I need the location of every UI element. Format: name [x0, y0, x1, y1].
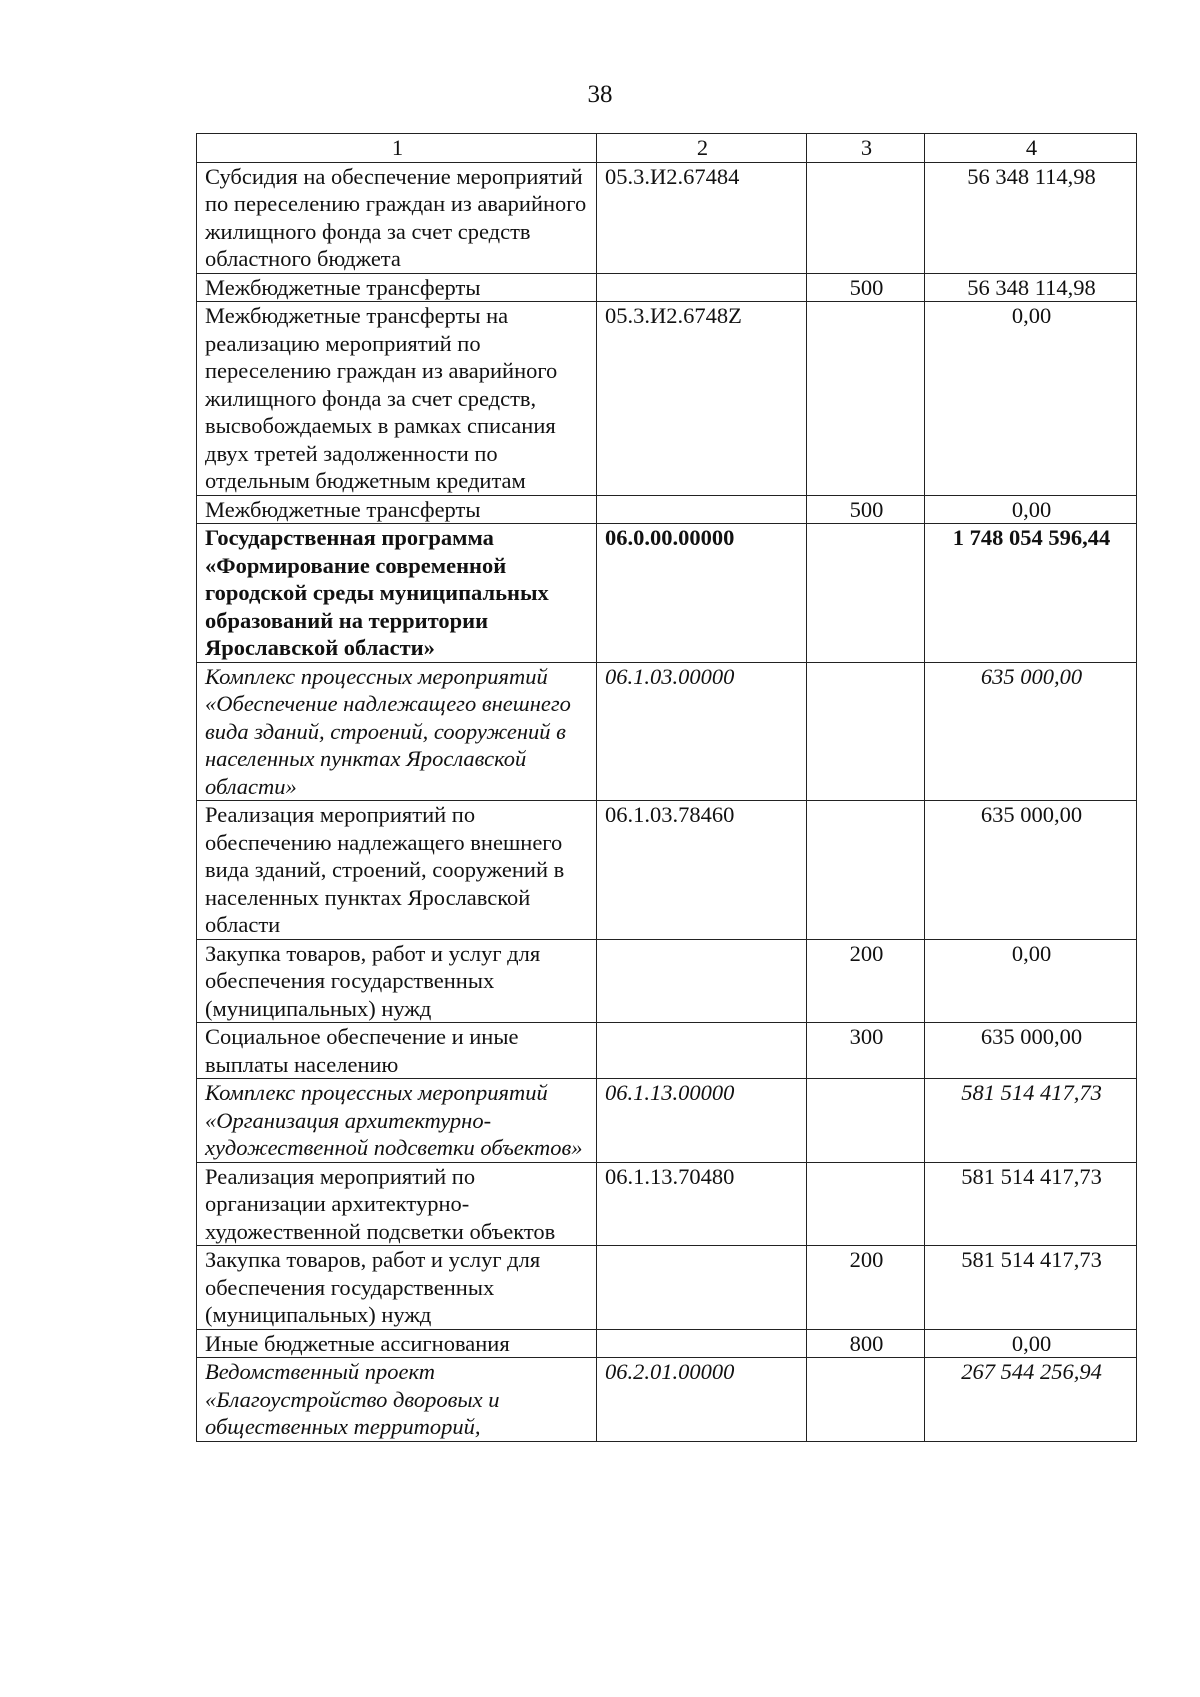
column-header-kind: 3 [807, 134, 925, 163]
table-row [197, 273, 1137, 302]
row-code: 06.1.13.70480 [597, 1162, 807, 1246]
row-kind: 500 [807, 273, 925, 302]
row-name: Комплекс процессных мероприятий «Организация архитектурно-художественной подсветки объектов» [197, 1079, 597, 1163]
table-row [197, 1329, 1137, 1358]
row-amount: 581 514 417,73 [925, 1246, 1137, 1330]
row-amount: 56 348 114,98 [925, 162, 1137, 273]
row-code: 06.1.03.78460 [597, 801, 807, 940]
table-row [197, 302, 1137, 496]
table-header [197, 134, 1137, 163]
table-row [197, 1246, 1137, 1330]
row-name: Межбюджетные трансферты [197, 273, 597, 302]
table-body [197, 162, 1137, 1441]
row-amount: 1 748 054 596,44 [925, 524, 1137, 663]
row-amount: 635 000,00 [925, 1023, 1137, 1079]
row-amount: 267 544 256,94 [925, 1358, 1137, 1442]
row-code: 06.1.13.00000 [597, 1079, 807, 1163]
row-kind: 500 [807, 495, 925, 524]
row-kind [807, 801, 925, 940]
table-row [197, 1358, 1137, 1442]
row-kind [807, 1079, 925, 1163]
table-row [197, 662, 1137, 801]
row-name: Субсидия на обеспечение мероприятий по переселению граждан из аварийного жилищного фонда за счет средств областного бюджета [197, 162, 597, 273]
header-row [197, 134, 1137, 163]
row-code: 05.3.И2.6748Z [597, 302, 807, 496]
row-name: Межбюджетные трансферты на реализацию мероприятий по переселению граждан из аварийного жилищного фонда за счет средств, высвобождаемых в рамках списания двух третей задолженности по отдельным бюджетным кредитам [197, 302, 597, 496]
row-code [597, 1246, 807, 1330]
row-kind [807, 302, 925, 496]
row-kind: 800 [807, 1329, 925, 1358]
row-amount: 0,00 [925, 1329, 1137, 1358]
row-name: Реализация мероприятий по обеспечению надлежащего внешнего вида зданий, строений, сооружений в населенных пунктах Ярославской области [197, 801, 597, 940]
row-kind [807, 1358, 925, 1442]
table-row [197, 524, 1137, 663]
row-kind [807, 162, 925, 273]
column-header-name: 1 [197, 134, 597, 163]
table-row [197, 495, 1137, 524]
column-header-amount: 4 [925, 134, 1137, 163]
row-amount: 0,00 [925, 939, 1137, 1023]
row-name: Государственная программа «Формирование современной городской среды муниципальных образований на территории Ярославской области» [197, 524, 597, 663]
page-number: 38 [587, 81, 613, 108]
row-amount: 581 514 417,73 [925, 1079, 1137, 1163]
row-code [597, 495, 807, 524]
row-code [597, 939, 807, 1023]
table-row [197, 1162, 1137, 1246]
row-code [597, 273, 807, 302]
row-name: Закупка товаров, работ и услуг для обеспечения государственных (муниципальных) нужд [197, 939, 597, 1023]
row-name: Ведомственный проект «Благоустройство дворовых и общественных территорий, [197, 1358, 597, 1442]
row-name: Реализация мероприятий по организации архитектурно-художественной подсветки объектов [197, 1162, 597, 1246]
row-amount: 581 514 417,73 [925, 1162, 1137, 1246]
row-amount: 635 000,00 [925, 801, 1137, 940]
row-amount: 56 348 114,98 [925, 273, 1137, 302]
row-code: 06.1.03.00000 [597, 662, 807, 801]
row-name: Закупка товаров, работ и услуг для обеспечения государственных (муниципальных) нужд [197, 1246, 597, 1330]
row-code: 06.2.01.00000 [597, 1358, 807, 1442]
row-kind [807, 524, 925, 663]
budget-table [196, 133, 1137, 1442]
row-name: Межбюджетные трансферты [197, 495, 597, 524]
row-name: Иные бюджетные ассигнования [197, 1329, 597, 1358]
row-name: Комплекс процессных мероприятий «Обеспечение надлежащего внешнего вида зданий, строений, сооружений в населенных пунктах Ярославской области» [197, 662, 597, 801]
table-row [197, 801, 1137, 940]
row-name: Социальное обеспечение и иные выплаты населению [197, 1023, 597, 1079]
row-amount: 0,00 [925, 495, 1137, 524]
row-code: 06.0.00.00000 [597, 524, 807, 663]
row-code: 05.3.И2.67484 [597, 162, 807, 273]
table-row [197, 1023, 1137, 1079]
row-kind [807, 1162, 925, 1246]
row-kind: 200 [807, 939, 925, 1023]
row-amount: 635 000,00 [925, 662, 1137, 801]
table-row [197, 939, 1137, 1023]
row-kind: 300 [807, 1023, 925, 1079]
table-row [197, 1079, 1137, 1163]
row-kind [807, 662, 925, 801]
row-code [597, 1023, 807, 1079]
row-code [597, 1329, 807, 1358]
column-header-code: 2 [597, 134, 807, 163]
table-row [197, 162, 1137, 273]
row-amount: 0,00 [925, 302, 1137, 496]
row-kind: 200 [807, 1246, 925, 1330]
